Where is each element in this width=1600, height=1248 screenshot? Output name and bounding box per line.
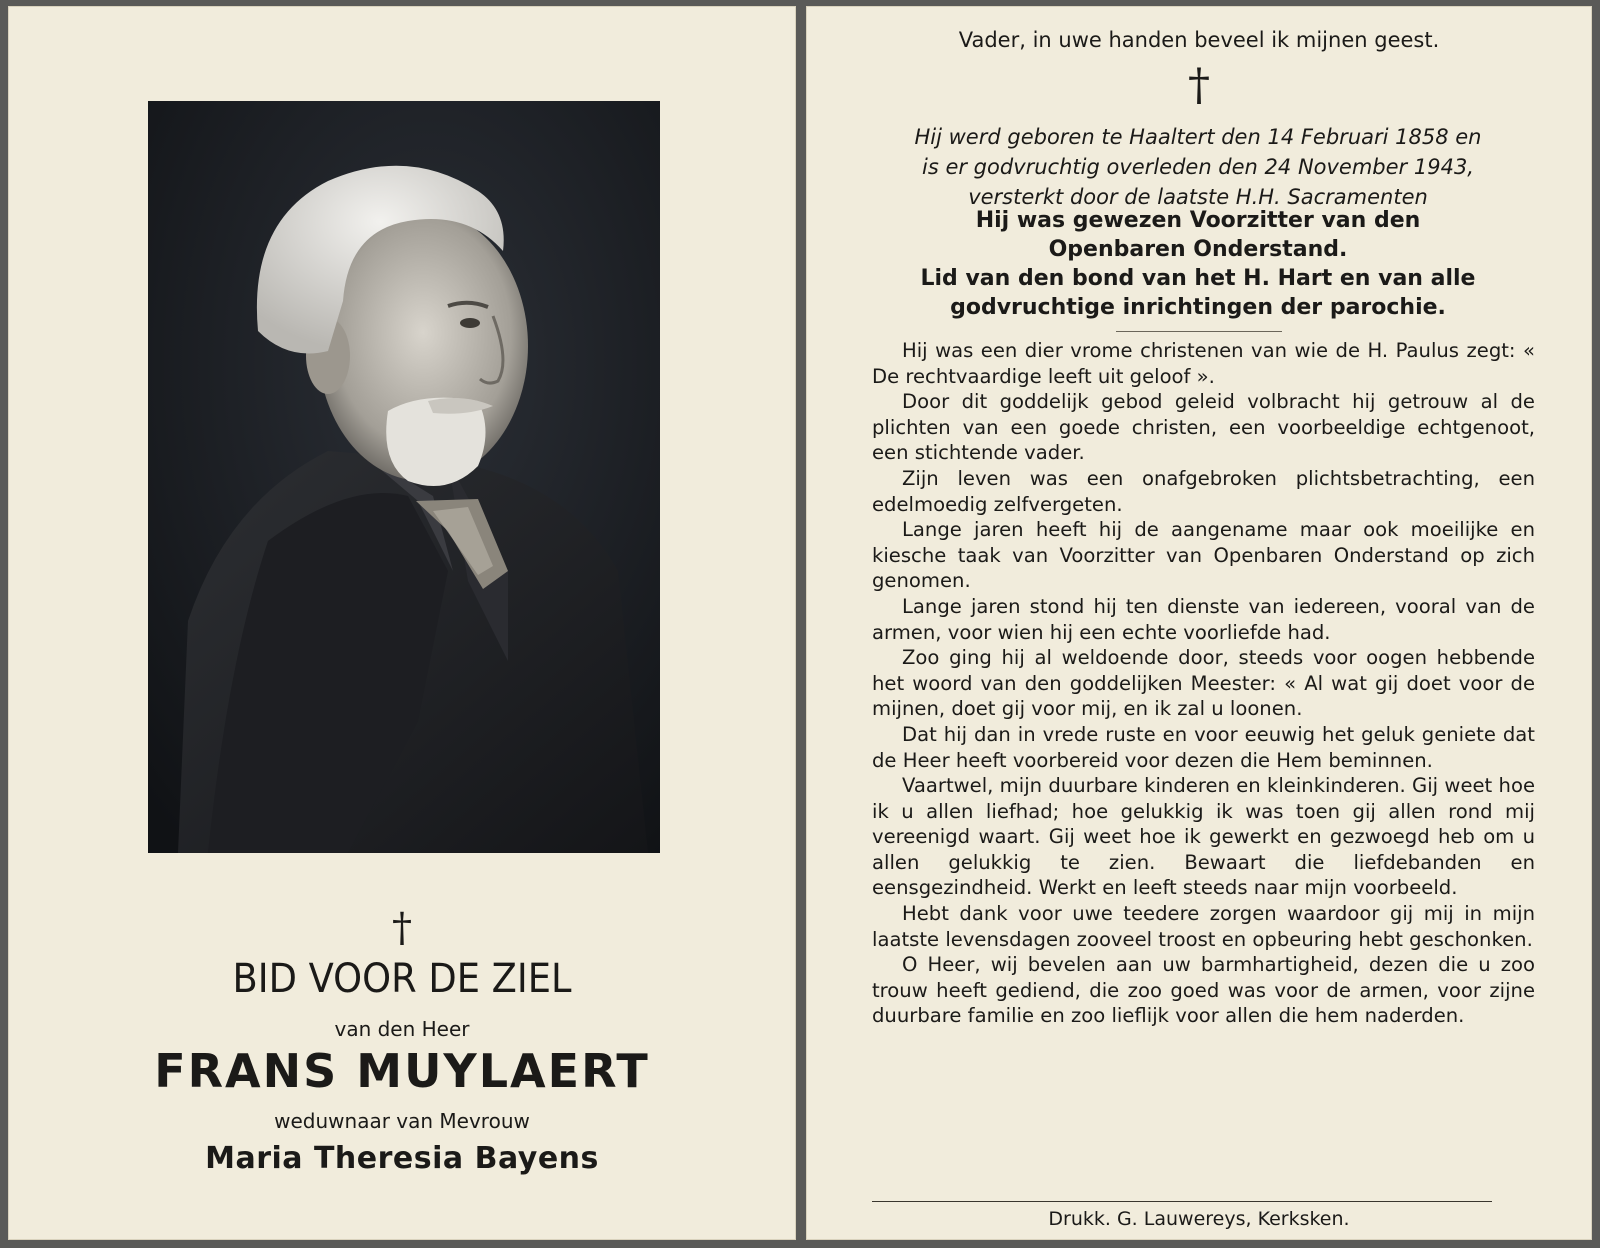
spouse-name: Maria Theresia Bayens — [205, 1141, 599, 1176]
portrait-image — [148, 101, 660, 853]
divider — [1116, 331, 1282, 332]
office-line: Lid van den bond van het H. Hart en van alle — [920, 266, 1476, 291]
eulogy-paragraph: Lange jaren stond hij ten dienste van iedereen, vooral van de armen, voor wien hij een echte voorliefde had. — [872, 594, 1535, 644]
eulogy-paragraph: Hij was een dier vrome christenen van wie de H. Paulus zegt: « De rechtvaardige leeft uit geloof ». — [872, 339, 1535, 388]
office-line: Openbaren Onderstand. — [1048, 237, 1348, 262]
widower-line: weduwnaar van Mevrouw — [274, 1109, 530, 1133]
deceased-name: FRANS MUYLAERT — [154, 1044, 650, 1098]
eulogy-paragraph: Zijn leven was een onafgebroken plichtsbetrachting, een edelmoedig zelfvergeten. — [872, 466, 1535, 516]
opening-prayer: Vader, in uwe handen beveel ik mijnen geest. — [958, 28, 1440, 52]
birth-line: Hij werd geboren te Haaltert den 14 Februari 1858 en — [914, 125, 1482, 149]
divider — [872, 1201, 1492, 1202]
eulogy-text — [872, 338, 1535, 1029]
eulogy-paragraph: Door dit goddelijk gebod geleid volbracht hij getrouw al de plichten van een goede christen, een voorbeeldige echtgenoot, een stichtende vader. — [872, 390, 1535, 465]
eulogy-paragraph: Hebt dank voor uwe teedere zorgen waardoor gij mij in mijn laatste levensdagen zooveel troost en opbeuring hebt geschonken. — [872, 902, 1535, 951]
printer-credit: Drukk. G. Lauwereys, Kerksken. — [1048, 1208, 1350, 1230]
prayer-heading: BID VOOR DE ZIEL — [232, 956, 572, 1002]
office-line: godvruchtige inrichtingen der parochie. — [950, 295, 1446, 320]
memorial-card-back — [806, 6, 1592, 1240]
cross-icon: † — [1188, 60, 1210, 111]
portrait-photo — [148, 101, 660, 853]
sacraments-line: versterkt door de laatste H.H. Sacramenten — [968, 185, 1428, 209]
eulogy-paragraph: Vaartwel, mijn duurbare kinderen en kleinkinderen. Gij weet hoe ik u allen liefhad; hoe gelukkig ik was toen gij allen rond mij vereenigd waart. Gij weet hoe ik gewerkt en gezwoegd heb om u allen gelukkig te zien. Bewaart die liefdebanden en eensgezindheid. Werkt en leeft steeds naar mijn voorbeeld. — [872, 774, 1535, 900]
memorial-card-front — [8, 6, 796, 1240]
eulogy-paragraph: Dat hij dan in vrede ruste en voor eeuwig het geluk geniete dat de Heer heeft voorbereid voor dezen die Hem beminnen. — [872, 722, 1535, 772]
eulogy-paragraph: Zoo ging hij al weldoende door, steeds voor oogen hebbende het woord van den goddelijken Meester: « Al wat gij doet voor de mijnen, doet gij voor mij, en ik zal u loonen. — [872, 646, 1535, 721]
eulogy-paragraph: Lange jaren heeft hij de aangename maar ook moeilijke en kiesche taak van Voorzitter van Openbaren Onderstand op zich genomen. — [872, 518, 1535, 593]
honorific-line: van den Heer — [334, 1017, 470, 1041]
office-text — [868, 206, 1528, 322]
death-line: is er godvruchtig overleden den 24 November 1943, — [922, 155, 1474, 179]
office-line: Hij was gewezen Voorzitter van den — [975, 208, 1421, 233]
cross-icon: † — [392, 905, 412, 951]
eulogy-paragraph: O Heer, wij bevelen aan uw barmhartigheid, dezen die u zoo trouw heeft gediend, die zoo goed was voor de armen, voor zijne duurbare familie en zoo lieflijk voor allen die hem naderden. — [872, 953, 1535, 1028]
birth-death-text — [868, 122, 1528, 212]
